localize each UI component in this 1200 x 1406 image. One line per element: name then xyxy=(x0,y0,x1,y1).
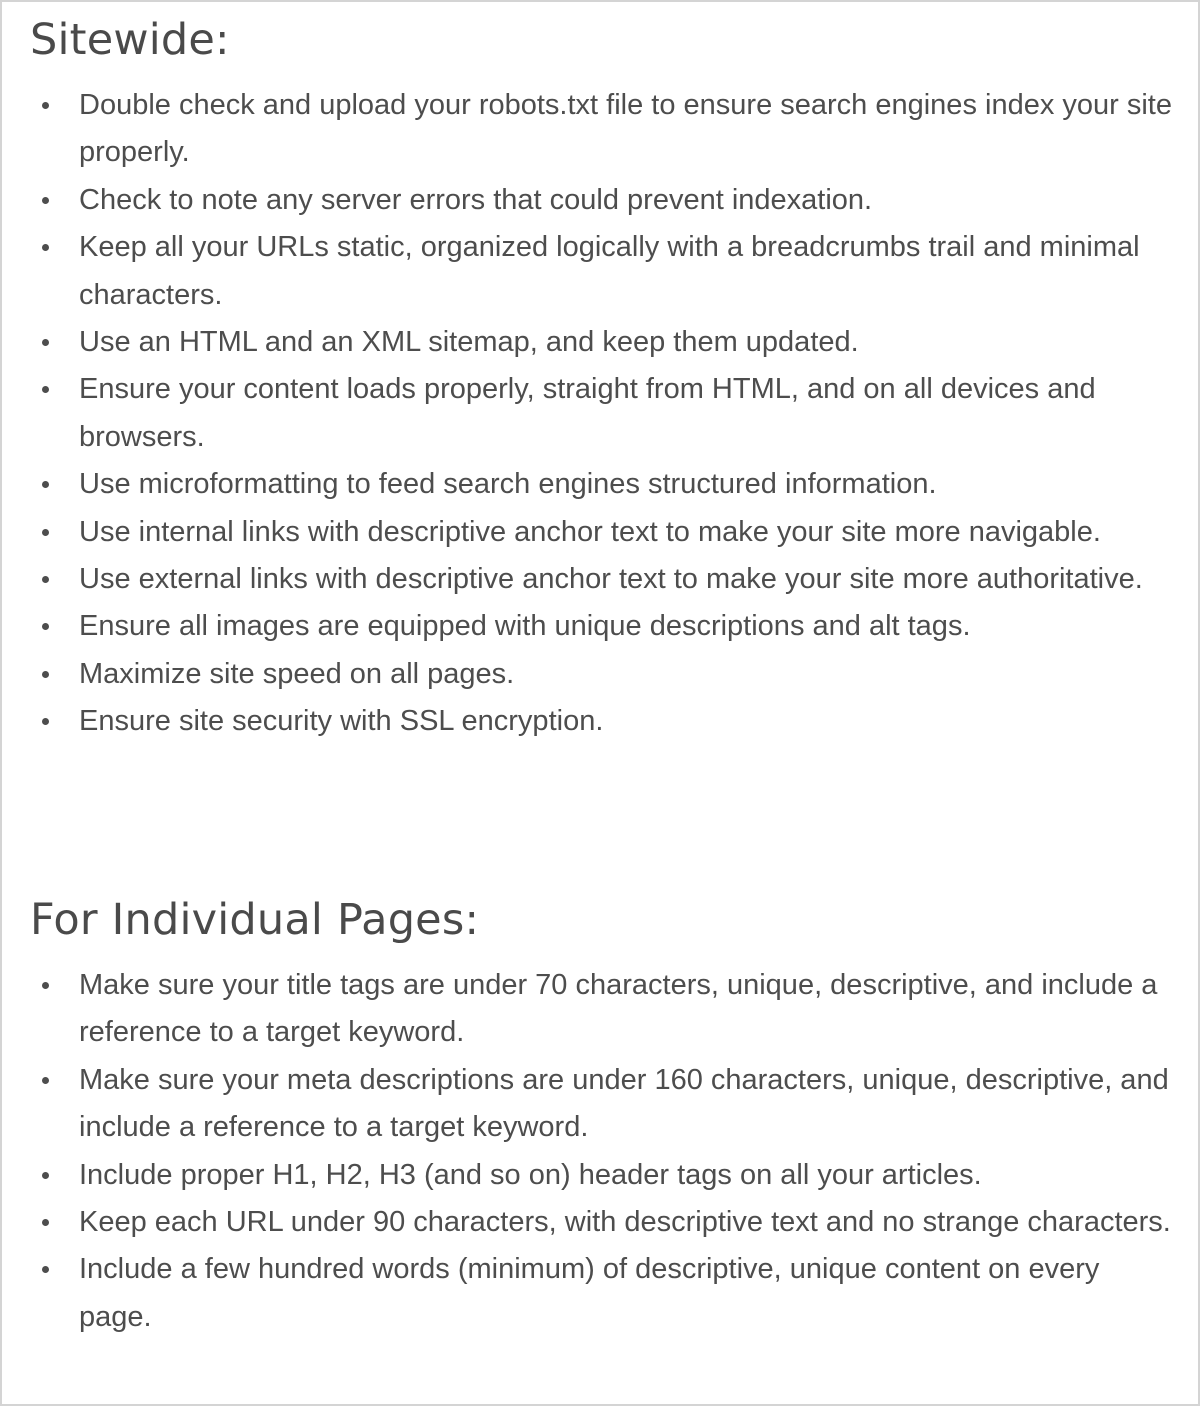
list-item-text: Double check and upload your robots.txt file to ensure search engines index your site properly. xyxy=(79,89,1172,169)
bullet-icon xyxy=(42,982,49,989)
list-item-text: Check to note any server errors that could prevent indexation. xyxy=(79,183,873,216)
bullet-icon xyxy=(42,623,49,630)
bullet-icon xyxy=(42,102,49,109)
list-item-text: Use microformatting to feed search engines structured information. xyxy=(79,468,937,501)
list-item xyxy=(30,651,1178,698)
bullet-icon xyxy=(42,1077,49,1084)
section-individual-pages xyxy=(30,894,1178,1341)
bullet-icon xyxy=(42,576,49,583)
list-item-text: Make sure your meta descriptions are under 160 characters, unique, descriptive, and include a reference to a target keyword. xyxy=(79,1063,1169,1144)
list-item xyxy=(30,1246,1178,1341)
list-item xyxy=(30,962,1178,1057)
list-item-text: Maximize site speed on all pages. xyxy=(79,657,515,690)
list-item-text: Use an HTML and an XML sitemap, and keep them updated. xyxy=(79,326,859,359)
list-item xyxy=(30,82,1178,177)
list-item-text: Make sure your title tags are under 70 characters, unique, descriptive, and include a reference to a target keyword. xyxy=(79,969,1158,1049)
bullet-icon xyxy=(42,1266,49,1273)
list-item-text: Use internal links with descriptive anchor text to make your site more navigable. xyxy=(79,515,1101,548)
list-item xyxy=(30,509,1178,556)
list-item xyxy=(30,366,1178,461)
section-heading: Sitewide: xyxy=(30,15,230,65)
bullet-icon xyxy=(42,481,49,488)
bullet-icon xyxy=(42,339,49,346)
section-sitewide xyxy=(30,14,1178,746)
list-item xyxy=(30,1199,1178,1246)
section-heading: For Individual Pages: xyxy=(30,895,480,945)
bullet-icon xyxy=(42,244,49,251)
list-item xyxy=(30,461,1178,508)
list-item-text: Include a few hundred words (minimum) of descriptive, unique content on every page. xyxy=(79,1253,1100,1333)
bullet-icon xyxy=(42,1219,49,1226)
list-item xyxy=(30,603,1178,650)
bullet-icon xyxy=(42,386,49,393)
bullet-icon xyxy=(42,718,49,725)
list-item xyxy=(30,224,1178,319)
list-item xyxy=(30,177,1178,224)
bullet-icon xyxy=(42,1172,49,1179)
list-item xyxy=(30,556,1178,603)
list-item xyxy=(30,1152,1178,1199)
bullet-icon xyxy=(42,197,49,204)
list-item xyxy=(30,319,1178,366)
list-item-text: Use external links with descriptive anchor text to make your site more authoritative. xyxy=(79,563,1143,596)
list-item-text: Keep each URL under 90 characters, with descriptive text and no strange characters. xyxy=(79,1206,1171,1239)
list-item xyxy=(30,1057,1178,1152)
list-item xyxy=(30,698,1178,745)
checklist xyxy=(30,82,1178,746)
list-item-text: Ensure site security with SSL encryption. xyxy=(79,705,604,738)
list-item-text: Ensure all images are equipped with unique descriptions and alt tags. xyxy=(79,610,971,643)
bullet-icon xyxy=(42,671,49,678)
checklist xyxy=(30,962,1178,1341)
bullet-icon xyxy=(42,529,49,536)
list-item-text: Include proper H1, H2, H3 (and so on) header tags on all your articles. xyxy=(79,1158,982,1191)
list-item-text: Ensure your content loads properly, straight from HTML, and on all devices and browsers. xyxy=(79,373,1096,453)
list-item-text: Keep all your URLs static, organized logically with a breadcrumbs trail and minimal characters. xyxy=(79,231,1140,311)
